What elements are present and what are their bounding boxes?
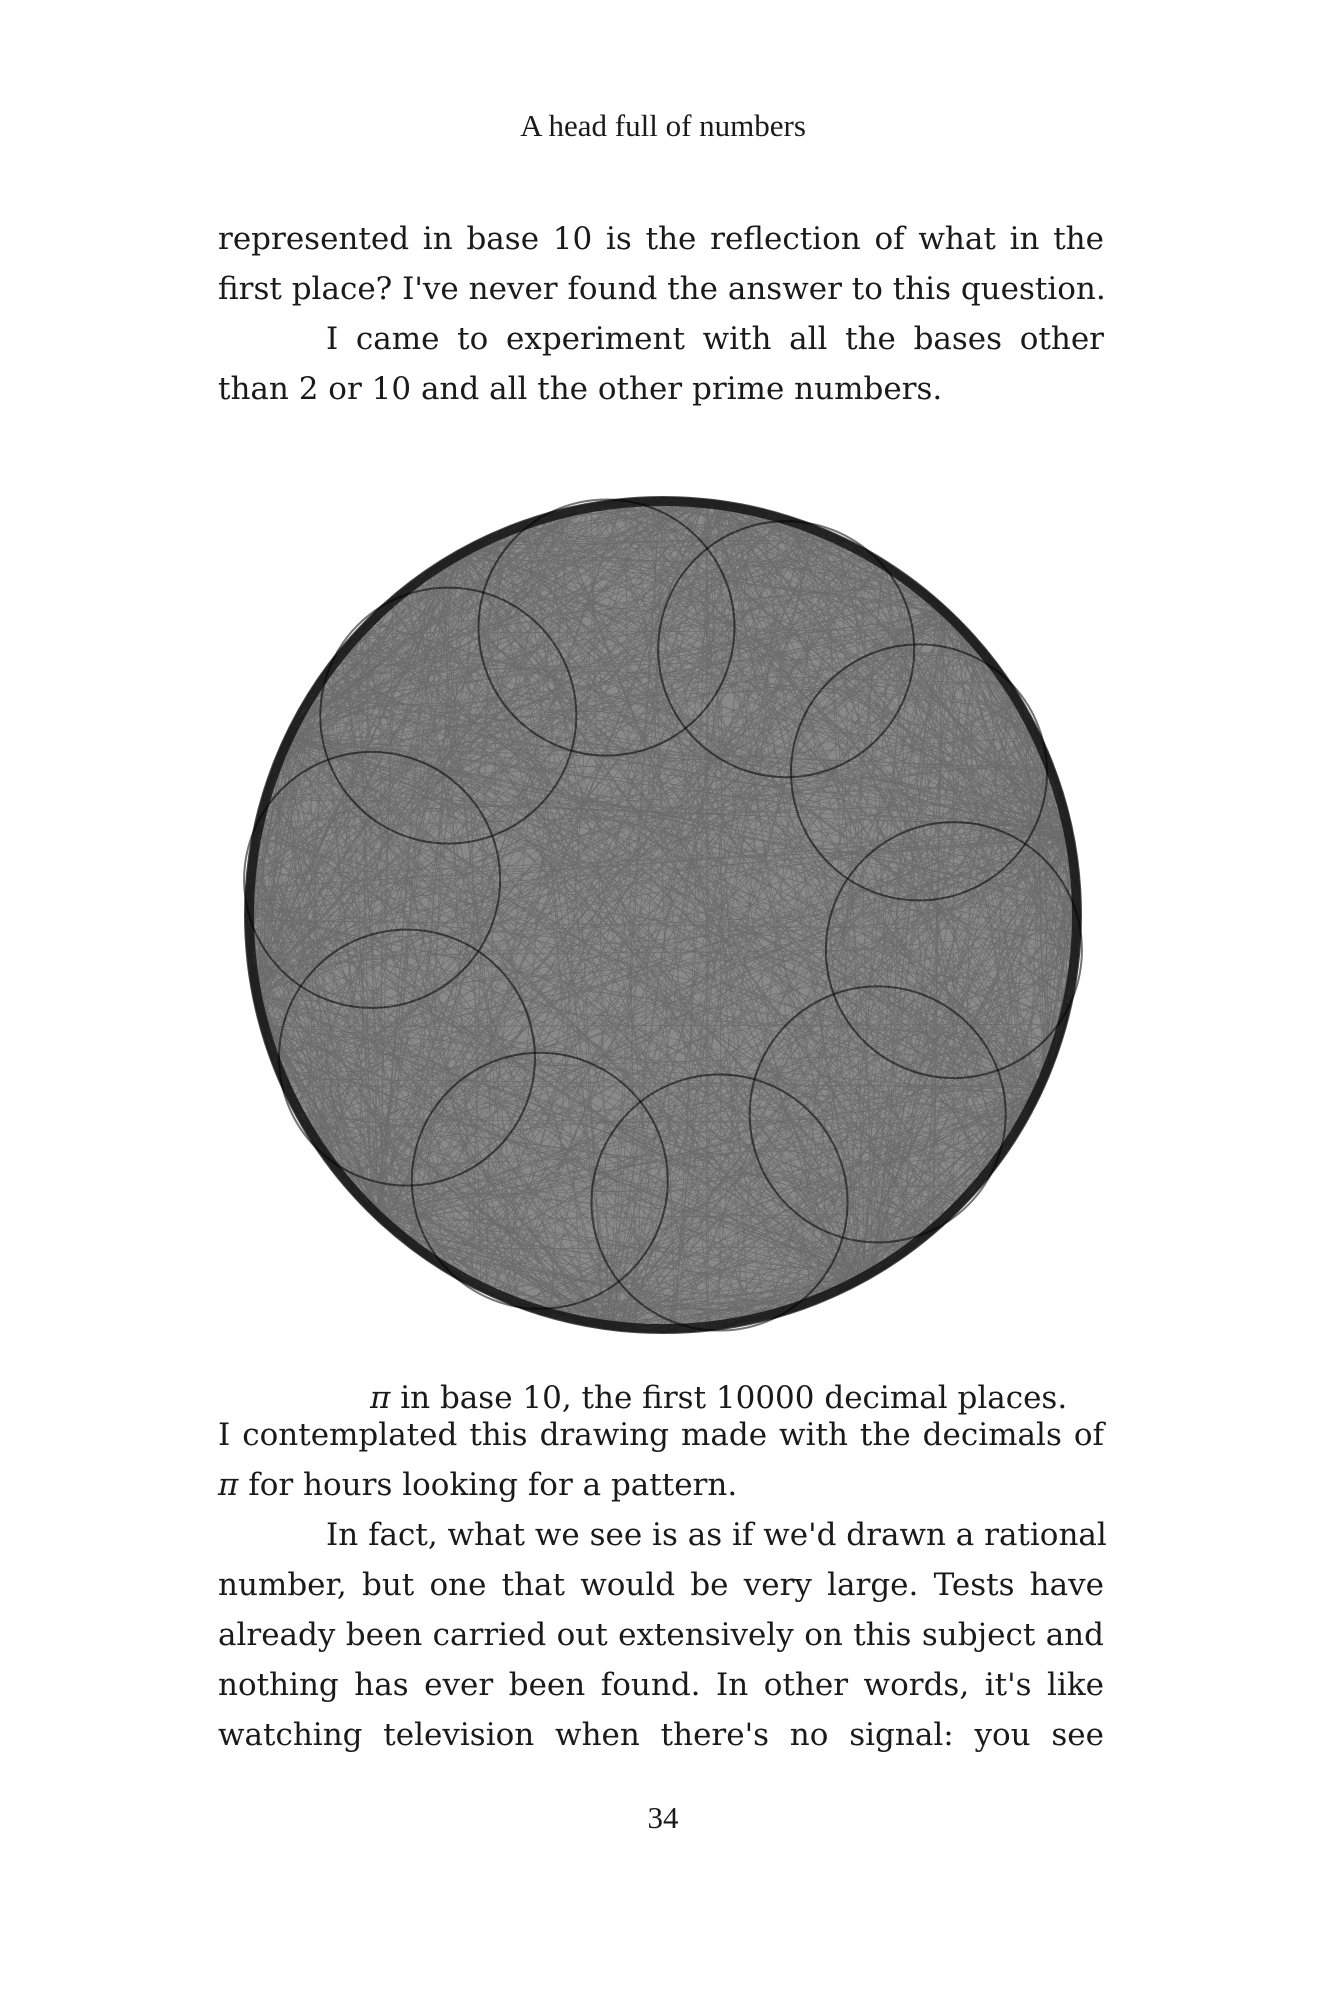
- text-line: than 2 or 10 and all the other prime numbers.: [218, 371, 943, 407]
- text-fragment: for hours looking for a pattern.: [238, 1467, 738, 1503]
- text-line: nothing has ever been found. In other words, it's like: [218, 1667, 1104, 1703]
- pi-decimals-figure: [236, 488, 1090, 1342]
- text-line: watching television when there's no signal: you see: [218, 1717, 1104, 1753]
- text-line: In fact, what we see is as if we'd drawn a rational: [326, 1517, 1107, 1553]
- text-line: already been carried out extensively on this subject and: [218, 1617, 1104, 1653]
- paragraph-top: [218, 214, 1104, 414]
- chord-diagram: [236, 488, 1090, 1342]
- text-line: I contemplated this drawing made with the decimals of: [218, 1417, 1104, 1453]
- text-line: represented in base 10 is the reflection of what in the: [218, 221, 1104, 257]
- text-line: number, but one that would be very large. Tests have: [218, 1567, 1104, 1603]
- paragraph-bottom: [218, 1410, 1107, 1760]
- page-number: 34: [647, 1800, 679, 1835]
- pi-symbol: π: [370, 1380, 391, 1416]
- text-line: [218, 1460, 1104, 1510]
- caption-text: in base 10, the first 10000 decimal places.: [390, 1380, 1068, 1416]
- pi-symbol: π: [218, 1467, 239, 1503]
- text-line: first place? I've never found the answer to this question.: [218, 271, 1106, 307]
- text-line: I came to experiment with all the bases other: [326, 321, 1104, 357]
- running-head: A head full of numbers: [520, 108, 806, 143]
